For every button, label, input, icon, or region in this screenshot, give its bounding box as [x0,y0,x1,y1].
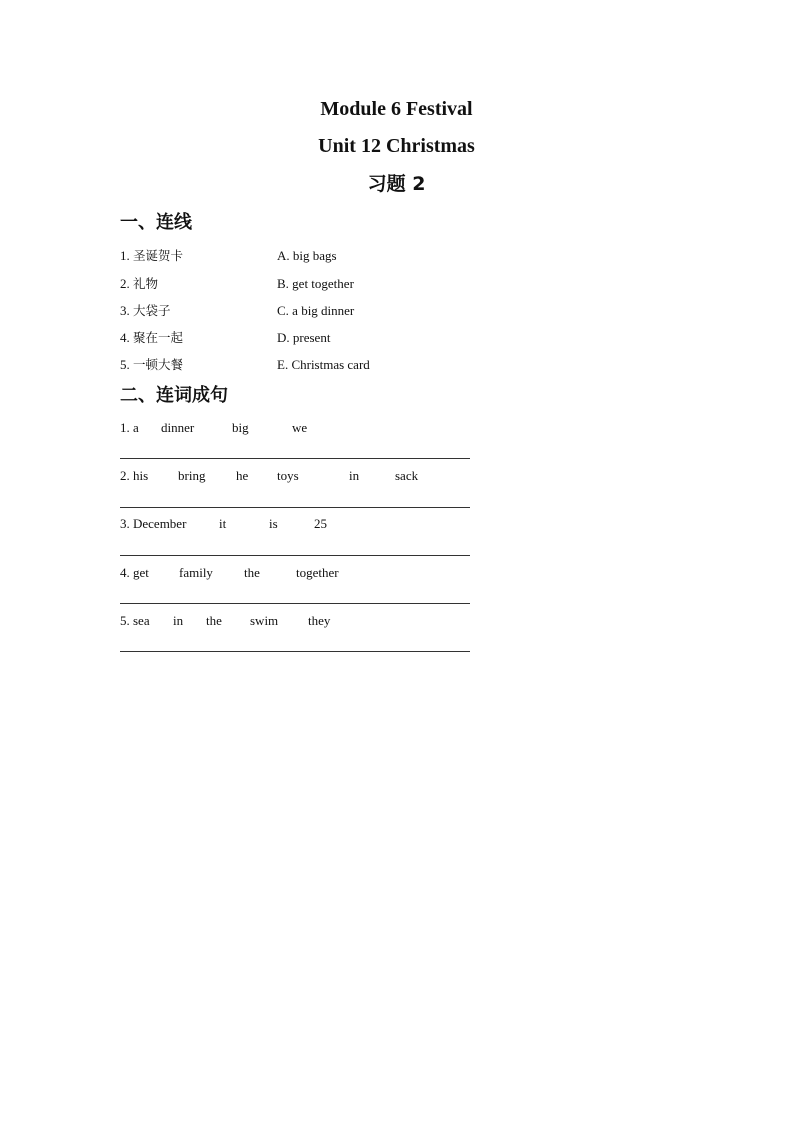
item-number: 5. [120,357,130,372]
match-left-item [120,247,183,265]
answer-line[interactable] [120,458,470,459]
item-number: 2. [120,276,130,291]
section-sentence-heading: 二、连词成句 [120,385,228,406]
section-matching-heading: 一、连线 [120,212,192,233]
word: 1. a [120,420,139,435]
word: 4. get [120,565,149,580]
word: 2. his [120,468,149,483]
word: family [179,565,213,580]
item-chinese: 聚在一起 [133,330,184,345]
word: they [308,613,331,628]
word: sack [395,468,419,483]
word: in [173,613,184,628]
match-right-item: D. present [277,330,331,345]
match-row [120,329,520,347]
item-number: 1. [120,248,130,263]
word: the [244,565,260,580]
match-left-item [120,302,171,320]
question-row [120,564,480,582]
word: together [296,565,339,580]
word: dinner [161,420,195,435]
answer-line[interactable] [120,507,470,508]
word: bring [178,468,206,483]
match-row [120,356,520,374]
match-right-item: B. get together [277,276,354,291]
item-chinese: 圣诞贺卡 [133,248,184,263]
match-right-item: E. Christmas card [277,357,370,372]
word: toys [277,468,299,483]
word: it [219,516,227,531]
question-row [120,467,480,485]
answer-line[interactable] [120,555,470,556]
match-left-item [120,275,158,293]
word: he [236,468,249,483]
question-row [120,515,480,533]
item-number: 3. [120,303,130,318]
match-left-item [120,356,183,374]
word: in [349,468,360,483]
word: 5. sea [120,613,150,628]
question-row [120,419,480,437]
item-chinese: 一顿大餐 [133,357,184,372]
question-row [120,612,480,630]
exercise-title: 习题 2 [367,173,426,195]
word: is [269,516,278,531]
word: 25 [314,516,327,531]
word: swim [250,613,279,628]
word: the [206,613,222,628]
match-row [120,247,520,265]
item-number: 4. [120,330,130,345]
match-row [120,275,520,293]
match-left-item [120,329,183,347]
match-right-item: C. a big dinner [277,303,355,318]
answer-line[interactable] [120,603,470,604]
word: big [232,420,249,435]
module-title: Module 6 Festival [320,98,473,120]
unit-title: Unit 12 Christmas [318,135,475,157]
word: 3. December [120,516,187,531]
match-row [120,302,520,320]
item-chinese: 礼物 [133,276,159,291]
match-right-item: A. big bags [277,248,337,263]
item-chinese: 大袋子 [133,303,171,318]
answer-line[interactable] [120,651,470,652]
word: we [292,420,308,435]
